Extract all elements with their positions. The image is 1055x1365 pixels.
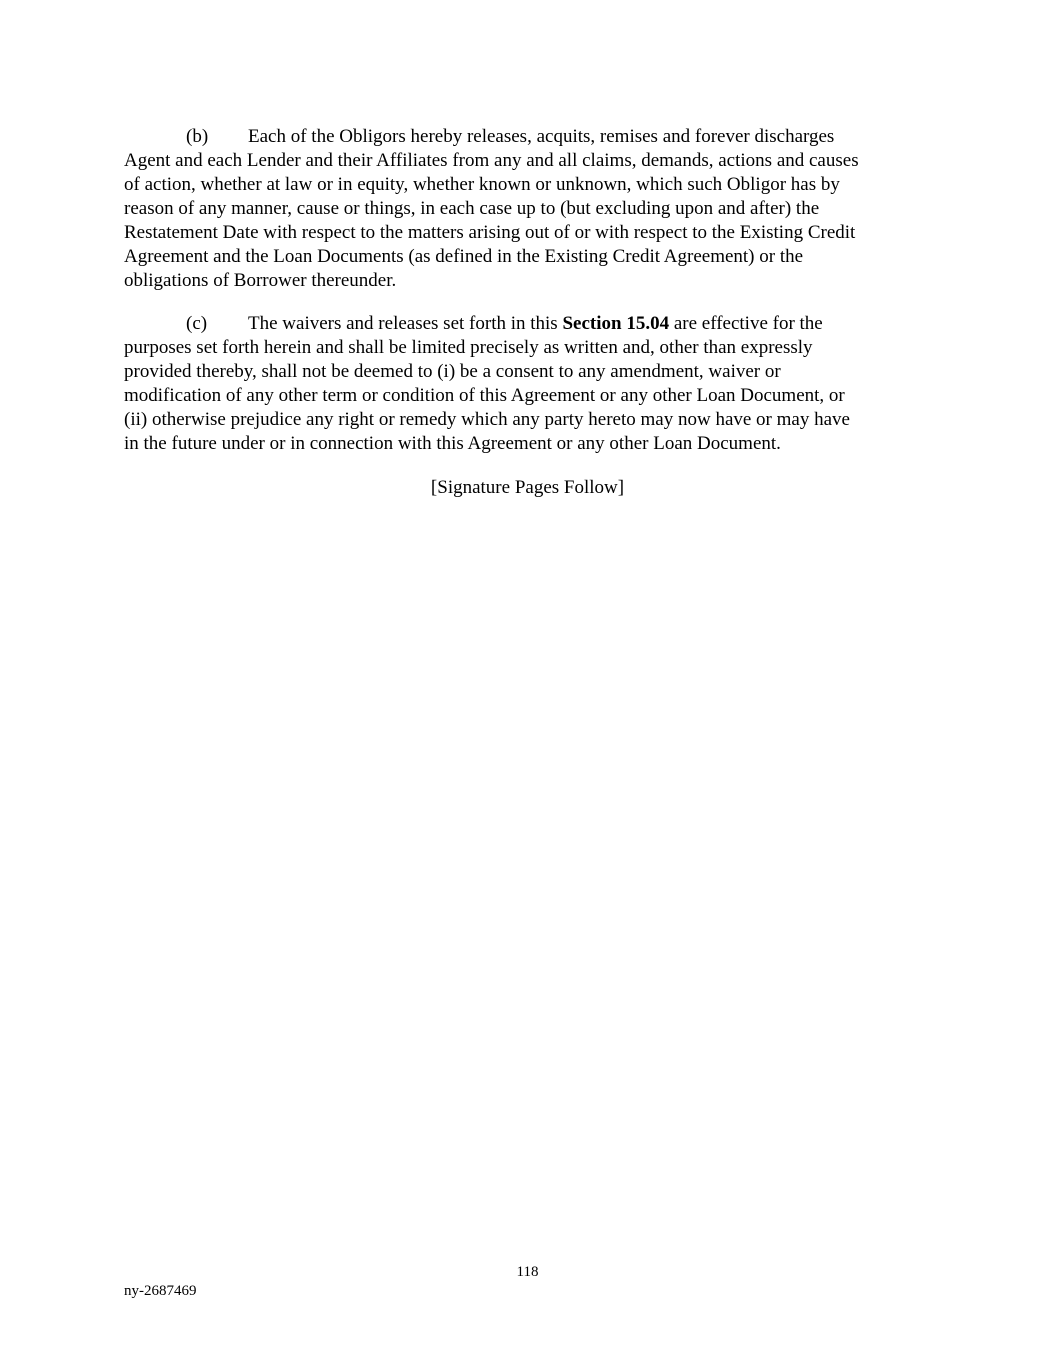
paragraph-b-line: Restatement Date with respect to the matters arising out of or with respect to the Existing Credit [124, 222, 856, 243]
paragraph-c-line: purposes set forth herein and shall be limited precisely as written and, other than expressly [124, 337, 813, 358]
paragraph-b-line: obligations of Borrower thereunder. [124, 270, 397, 291]
paragraph-c-text-pre: The waivers and releases set forth in this [248, 313, 563, 334]
paragraph-b-label: (b) [186, 126, 209, 147]
paragraph-c-label: (c) [186, 313, 208, 334]
paragraph-b-line: Agent and each Lender and their Affiliates from any and all claims, demands, actions and causes [124, 150, 859, 171]
paragraph-b-line: Each of the Obligors hereby releases, acquits, remises and forever discharges [248, 126, 835, 147]
paragraph-b-line: reason of any manner, cause or things, in each case up to (but excluding upon and after) the [124, 198, 820, 219]
paragraph-c [124, 312, 930, 456]
paragraph-c-line: modification of any other term or condition of this Agreement or any other Loan Document, or [124, 385, 845, 406]
section-reference: Section 15.04 [562, 313, 670, 334]
paragraph-b-line: of action, whether at law or in equity, whether known or unknown, which such Obligor has by [124, 174, 840, 195]
paragraph-c-line: provided thereby, shall not be deemed to (i) be a consent to any amendment, waiver or [124, 361, 781, 382]
paragraph-b [124, 125, 930, 293]
signature-pages-note: [Signature Pages Follow] [430, 477, 625, 498]
paragraph-c-first-line [124, 312, 930, 336]
paragraph-c-text-post: are effective for the [669, 313, 823, 334]
document-id: ny-2687469 [124, 1283, 197, 1299]
page-number: 118 [516, 1264, 539, 1280]
paragraph-c-line: in the future under or in connection with this Agreement or any other Loan Document. [124, 433, 781, 454]
paragraph-c-line: (ii) otherwise prejudice any right or remedy which any party hereto may now have or may have [124, 409, 850, 430]
paragraph-b-first-line [124, 125, 930, 149]
paragraph-b-line: Agreement and the Loan Documents (as defined in the Existing Credit Agreement) or the [124, 246, 804, 267]
